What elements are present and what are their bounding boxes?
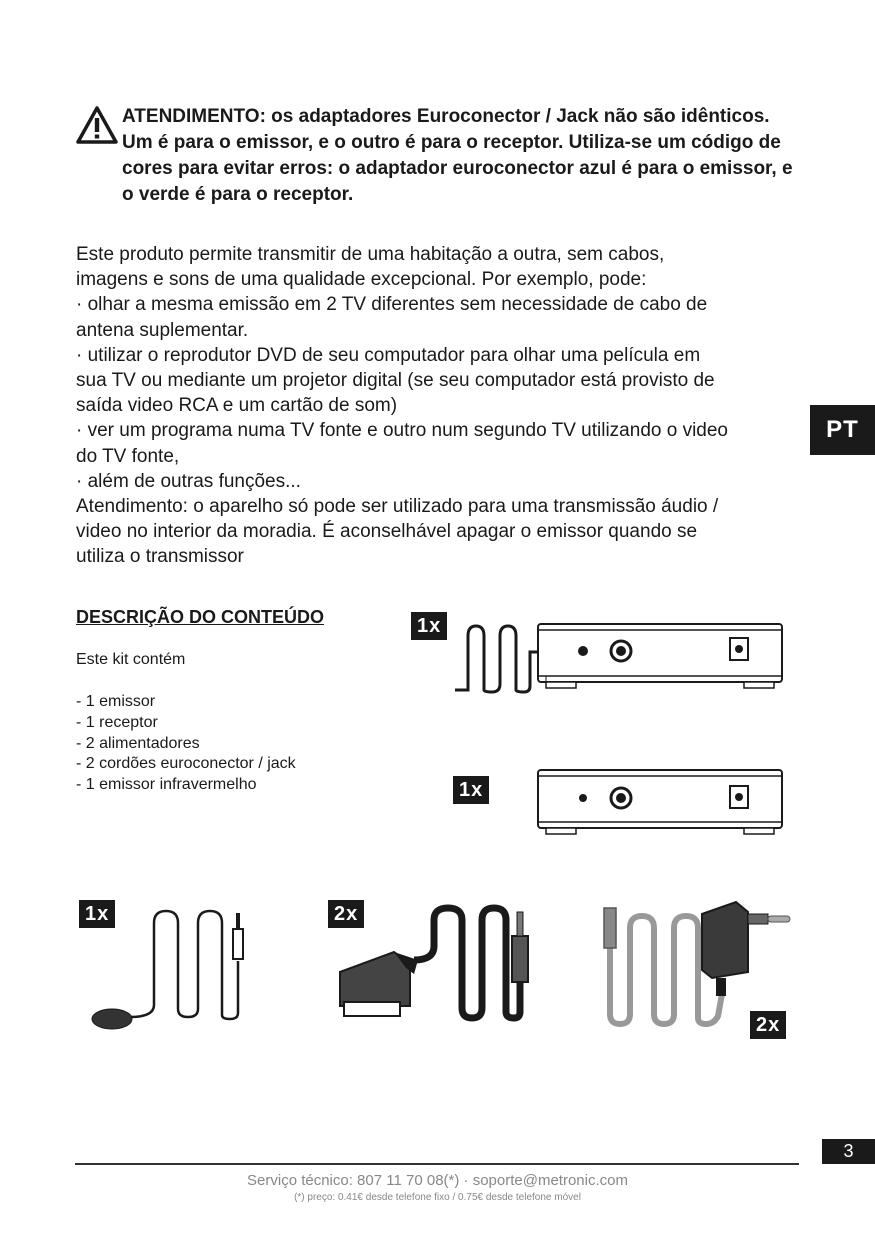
receiver-qty-badge: 1x <box>453 776 489 804</box>
intro-line: · além de outras funções... <box>76 470 301 492</box>
intro-line: imagens e sons de uma qualidade excepcional. Por exemplo, pode: <box>76 269 647 291</box>
language-tab: PT <box>810 405 875 455</box>
list-item: - 2 cordões euroconector / jack <box>76 755 296 773</box>
intro-line: · olhar a mesma emissão em 2 TV diferentes sem necessidade de cabo de <box>76 294 708 316</box>
intro-line: Este produto permite transmitir de uma habitação a outra, sem cabos, <box>76 244 665 265</box>
list-item: - 1 emissor <box>76 693 156 710</box>
scart-jack-cable-illustration <box>334 902 534 1024</box>
warning-block <box>76 104 796 208</box>
intro-line: · ver um programa numa TV fonte e outro num segundo TV utilizando o video <box>76 420 728 442</box>
contents-title: DESCRIÇÃO DO CONTEÚDO <box>76 607 325 627</box>
footer-price-note: (*) preço: 0.41€ desde telefone fixo / 0.75€ desde telefone móvel <box>294 1192 581 1203</box>
intro-line: · utilizar o reprodutor DVD de seu computador para olhar uma película em <box>76 344 701 366</box>
footer-divider <box>75 1163 799 1165</box>
warning-text: ATENDIMENTO: os adaptadores Euroconector / Jack não são idênticos. Um é para o emissor, e o outro é para o receptor. Utiliza-se um código de cores para evitar erros: o adaptador euroconector azul é para o emissor, e o verde é para o receptor. <box>122 106 793 205</box>
ir-emitter-qty-badge: 1x <box>79 900 115 928</box>
contents-subtitle: Este kit contém <box>76 651 186 668</box>
warning-triangle-icon <box>76 106 118 144</box>
power-adapter-qty-badge: 2x <box>750 1011 786 1039</box>
intro-line: saída video RCA e um cartão de som) <box>76 395 398 417</box>
intro-line: utiliza o transmissor <box>76 546 244 568</box>
intro-line: sua TV ou mediante um projetor digital (se seu computador está provisto de <box>76 370 715 392</box>
list-item: - 2 alimentadores <box>76 734 200 752</box>
receiver-device-illustration <box>530 764 790 836</box>
page-number: 3 <box>822 1139 875 1164</box>
list-item: - 1 emissor infravermelho <box>76 776 257 794</box>
contents-list <box>76 692 296 796</box>
intro-line: video no interior da moradia. É aconselhável apagar o emissor quando se <box>76 521 698 543</box>
emitter-device-illustration <box>450 618 790 696</box>
ir-emitter-illustration <box>88 905 253 1033</box>
emitter-qty-badge: 1x <box>411 612 447 640</box>
footer-service-text: Serviço técnico: 807 11 70 08(*) · soporte@metronic.com <box>247 1172 628 1189</box>
intro-line: Atendimento: o aparelho só pode ser utilizado para uma transmissão áudio / <box>76 496 719 518</box>
intro-text <box>76 242 806 570</box>
intro-line: do TV fonte, <box>76 445 180 467</box>
list-item: - 1 receptor <box>76 713 158 731</box>
scart-cable-qty-badge: 2x <box>328 900 364 928</box>
intro-line: antena suplementar. <box>76 319 249 341</box>
